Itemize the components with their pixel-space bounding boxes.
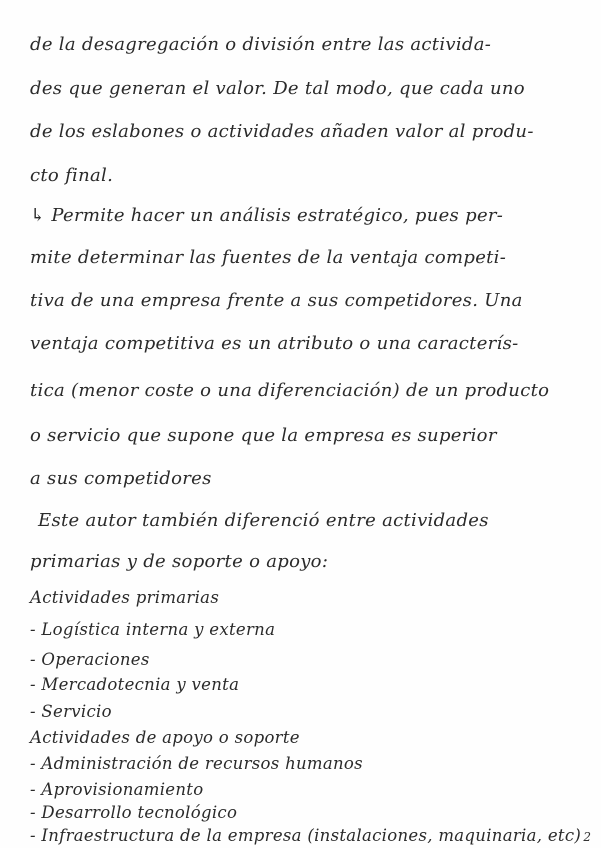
list-item: - Operaciones: [30, 650, 150, 669]
list-item: - Infraestructura de la empresa (instalaciones, maquinaria, etc): [30, 826, 582, 845]
text-line: Este autor también diferenció entre actividades: [38, 510, 489, 531]
list-item: - Desarrollo tecnológico: [30, 803, 238, 822]
text-line: primarias y de soporte o apoyo:: [30, 551, 329, 572]
support-activities-heading: Actividades de apoyo o soporte: [30, 728, 300, 747]
list-item: - Aprovisionamiento: [30, 780, 204, 799]
list-item: - Mercadotecnia y venta: [30, 675, 240, 694]
text-line: cto final.: [30, 165, 114, 186]
text-line: tica (menor coste o una diferenciación) de un producto: [30, 380, 550, 401]
text-line: ventaja competitiva es un atributo o una caracterís-: [30, 333, 519, 354]
text-line: mite determinar las fuentes de la ventaja competi-: [30, 247, 507, 268]
text-line: de los eslabones o actividades añaden valor al produ-: [30, 121, 534, 142]
text-line: ↳ Permite hacer un análisis estratégico, pues per-: [30, 205, 504, 226]
list-item: - Servicio: [30, 702, 112, 721]
text-line: o servicio que supone que la empresa es superior: [30, 425, 497, 446]
text-line: a sus competidores: [30, 468, 212, 489]
text-line: de la desagregación o división entre las activida-: [30, 34, 492, 55]
primary-activities-heading: Actividades primarias: [30, 588, 220, 607]
text-line: des que generan el valor. De tal modo, que cada uno: [30, 78, 525, 99]
list-item: - Logística interna y externa: [30, 620, 276, 639]
text-line: tiva de una empresa frente a sus competidores. Una: [30, 290, 523, 311]
list-item: - Administración de recursos humanos: [30, 754, 363, 773]
page-number: 2: [583, 830, 591, 844]
